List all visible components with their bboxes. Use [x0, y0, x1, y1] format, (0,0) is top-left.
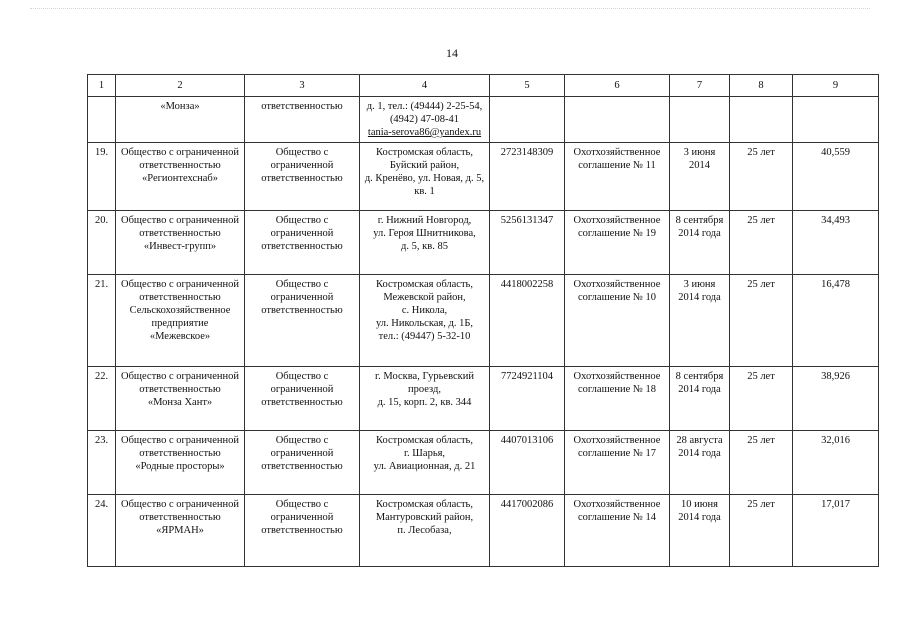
address-line: д. Кренёво, ул. Новая, д. 5,	[364, 173, 485, 184]
organization-name-line: Общество с ограниченной	[121, 147, 239, 158]
legal-form-cell	[245, 211, 360, 275]
page-number: 14	[446, 46, 458, 60]
organization-name-cell	[116, 431, 245, 495]
address-line: Костромская область,	[376, 279, 473, 290]
date-line: 10 июня	[680, 499, 719, 510]
header-cell: 8	[730, 75, 793, 97]
agreement-line: соглашение № 17	[578, 448, 656, 459]
legal-form-line: ответственностью	[261, 461, 343, 472]
organization-name-line: Общество с ограниченной	[121, 279, 239, 290]
address-cell	[360, 275, 490, 367]
organization-name-cell	[116, 275, 245, 367]
legal-form-line: ограниченной	[270, 512, 334, 523]
organization-name-line: «Монза Хант»	[147, 397, 213, 408]
organization-name-line: Общество с ограниченной	[121, 215, 239, 226]
organization-name-line: предприятие	[151, 318, 209, 329]
agreement-line: Охотхозяйственное	[573, 371, 661, 382]
header-cell: 9	[793, 75, 879, 97]
inn-cell: 5256131347	[490, 211, 565, 275]
organization-name-line: ответственностью	[139, 512, 221, 523]
address-line: г. Шарья,	[403, 448, 446, 459]
organization-name-line: «Родные просторы»	[135, 461, 225, 472]
agreement-cell	[565, 97, 670, 143]
agreement-cell	[565, 495, 670, 567]
date-line: 2014 года	[678, 448, 721, 459]
row-number-cell: 21.	[88, 275, 116, 367]
area-cell: 38,926	[793, 367, 879, 431]
legal-form-line: ответственностью	[261, 305, 343, 316]
inn-cell: 2723148309	[490, 143, 565, 211]
date-line: 3 июня	[683, 147, 716, 158]
legal-form-line: Общество с	[275, 215, 329, 226]
address-line: Костромская область,	[376, 435, 473, 446]
address-line: д. 15, корп. 2, кв. 344	[377, 397, 472, 408]
legal-form-cell	[245, 495, 360, 567]
agreement-line: Охотхозяйственное	[573, 435, 661, 446]
organization-name-cell: «Монза»	[116, 97, 245, 143]
date-line: 28 августа	[676, 435, 723, 446]
email-link[interactable]: tania-serova86@yandex.ru	[367, 127, 482, 138]
area-cell: 32,016	[793, 431, 879, 495]
agreement-line: соглашение № 10	[578, 292, 656, 303]
date-line: 3 июня	[683, 279, 716, 290]
organization-name-line: Общество с ограниченной	[121, 435, 239, 446]
legal-form-cell	[245, 275, 360, 367]
area-cell: 34,493	[793, 211, 879, 275]
area-cell	[793, 97, 879, 143]
term-cell: 25 лет	[730, 367, 793, 431]
address-line: ул. Героя Шнитникова,	[373, 228, 476, 239]
row-number-cell: 20.	[88, 211, 116, 275]
scan-artifact-line	[30, 8, 870, 15]
address-line: г. Нижний Новгород,	[377, 215, 472, 226]
row-number-cell	[88, 97, 116, 143]
address-line: Межевской район,	[383, 292, 466, 303]
header-row	[88, 75, 879, 97]
legal-form-cell: ответственностью	[245, 97, 360, 143]
organization-name-line: «Регионтехснаб»	[142, 173, 218, 184]
header-cell: 5	[490, 75, 565, 97]
address-line: кв. 1	[414, 186, 435, 197]
date-cell	[670, 431, 730, 495]
organization-name-line: ответственностью	[139, 384, 221, 395]
date-line: 2014 года	[678, 512, 721, 523]
address-line: Костромская область,	[376, 147, 473, 158]
term-cell: 25 лет	[730, 211, 793, 275]
agreement-line: соглашение № 18	[578, 384, 656, 395]
row-number-cell: 23.	[88, 431, 116, 495]
term-cell: 25 лет	[730, 143, 793, 211]
organization-name-line: Общество с ограниченной	[121, 499, 239, 510]
header-cell: 1	[88, 75, 116, 97]
header-cell: 3	[245, 75, 360, 97]
legal-form-cell	[245, 143, 360, 211]
legal-form-line: ограниченной	[270, 160, 334, 171]
legal-form-line: ограниченной	[270, 384, 334, 395]
table-row	[88, 495, 879, 567]
agreement-line: Охотхозяйственное	[573, 215, 661, 226]
header-cell: 6	[565, 75, 670, 97]
address-cell	[360, 431, 490, 495]
address-cell	[360, 97, 490, 143]
date-line: 8 сентября	[675, 215, 724, 226]
continuation-row	[88, 97, 879, 143]
legal-form-line: Общество с	[275, 279, 329, 290]
organization-name-line: «ЯРМАН»	[156, 525, 204, 536]
legal-form-cell	[245, 367, 360, 431]
organization-name-line: ответственностью	[139, 292, 221, 303]
address-line: Буйский район,	[389, 160, 460, 171]
date-cell	[670, 97, 730, 143]
organization-name-cell	[116, 211, 245, 275]
address-line: п. Лесобаза,	[397, 525, 452, 536]
address-line: тел.: (49447) 5-32-10	[378, 331, 471, 342]
address-line: (4942) 47-08-41	[389, 114, 460, 125]
term-cell: 25 лет	[730, 495, 793, 567]
address-line: д. 1, тел.: (49444) 2-25-54,	[366, 101, 483, 112]
agreement-cell	[565, 275, 670, 367]
row-number-cell: 24.	[88, 495, 116, 567]
row-number-cell: 19.	[88, 143, 116, 211]
agreement-line: Охотхозяйственное	[573, 279, 661, 290]
term-cell	[730, 97, 793, 143]
agreement-cell	[565, 431, 670, 495]
agreement-line: соглашение № 19	[578, 228, 656, 239]
legal-form-line: ответственностью	[261, 525, 343, 536]
table-row	[88, 431, 879, 495]
inn-cell: 7724921104	[490, 367, 565, 431]
area-cell: 17,017	[793, 495, 879, 567]
date-cell	[670, 367, 730, 431]
legal-form-line: Общество с	[275, 435, 329, 446]
hunting-agreements-table	[87, 74, 879, 567]
inn-cell	[490, 97, 565, 143]
legal-form-line: Общество с	[275, 499, 329, 510]
address-line: ул. Никольская, д. 1Б,	[375, 318, 474, 329]
date-cell	[670, 495, 730, 567]
address-cell	[360, 211, 490, 275]
legal-form-line: Общество с	[275, 371, 329, 382]
organization-name-line: «Инвест-групп»	[143, 241, 217, 252]
agreement-line: Охотхозяйственное	[573, 499, 661, 510]
legal-form-line: ответственностью	[261, 173, 343, 184]
legal-form-line: ответственностью	[261, 397, 343, 408]
area-cell: 40,559	[793, 143, 879, 211]
organization-name-line: Общество с ограниченной	[121, 371, 239, 382]
address-line: с. Никола,	[401, 305, 448, 316]
inn-cell: 4407013106	[490, 431, 565, 495]
legal-form-line: ограниченной	[270, 448, 334, 459]
organization-name-line: ответственностью	[139, 448, 221, 459]
organization-name-cell	[116, 495, 245, 567]
address-line: проезд,	[408, 384, 441, 395]
date-line: 8 сентября	[675, 371, 724, 382]
date-line: 2014 года	[678, 228, 721, 239]
date-line: 2014 года	[678, 384, 721, 395]
area-cell: 16,478	[793, 275, 879, 367]
organization-name-cell	[116, 367, 245, 431]
agreement-cell	[565, 367, 670, 431]
organization-name-line: Сельскохозяйственное	[129, 305, 231, 316]
address-cell	[360, 367, 490, 431]
header-cell: 4	[360, 75, 490, 97]
header-cell: 7	[670, 75, 730, 97]
inn-cell: 4417002086	[490, 495, 565, 567]
table-row	[88, 143, 879, 211]
address-cell	[360, 143, 490, 211]
date-line: 2014	[689, 160, 710, 171]
table-row	[88, 367, 879, 431]
agreement-line: соглашение № 14	[578, 512, 656, 523]
table-row	[88, 275, 879, 367]
term-cell: 25 лет	[730, 275, 793, 367]
header-cell: 2	[116, 75, 245, 97]
inn-cell: 4418002258	[490, 275, 565, 367]
organization-name-line: «Межевское»	[149, 331, 211, 342]
organization-name-line: ответственностью	[139, 160, 221, 171]
agreement-line: Охотхозяйственное	[573, 147, 661, 158]
agreement-cell	[565, 143, 670, 211]
address-line: Мантуровский район,	[375, 512, 474, 523]
agreement-line: соглашение № 11	[578, 160, 656, 171]
address-line: г. Москва, Гурьевский	[375, 371, 474, 382]
organization-name-line: ответственностью	[139, 228, 221, 239]
date-cell	[670, 211, 730, 275]
address-cell	[360, 495, 490, 567]
date-line: 2014 года	[678, 292, 721, 303]
address-line: Костромская область,	[376, 499, 473, 510]
address-line: д. 5, кв. 85	[401, 241, 448, 252]
legal-form-cell	[245, 431, 360, 495]
organization-name-cell	[116, 143, 245, 211]
legal-form-line: ограниченной	[270, 228, 334, 239]
legal-form-line: ограниченной	[270, 292, 334, 303]
legal-form-line: Общество с	[275, 147, 329, 158]
agreement-cell	[565, 211, 670, 275]
row-number-cell: 22.	[88, 367, 116, 431]
date-cell	[670, 143, 730, 211]
term-cell: 25 лет	[730, 431, 793, 495]
table-row	[88, 211, 879, 275]
legal-form-line: ответственностью	[261, 241, 343, 252]
date-cell	[670, 275, 730, 367]
address-line: ул. Авиационная, д. 21	[373, 461, 476, 472]
